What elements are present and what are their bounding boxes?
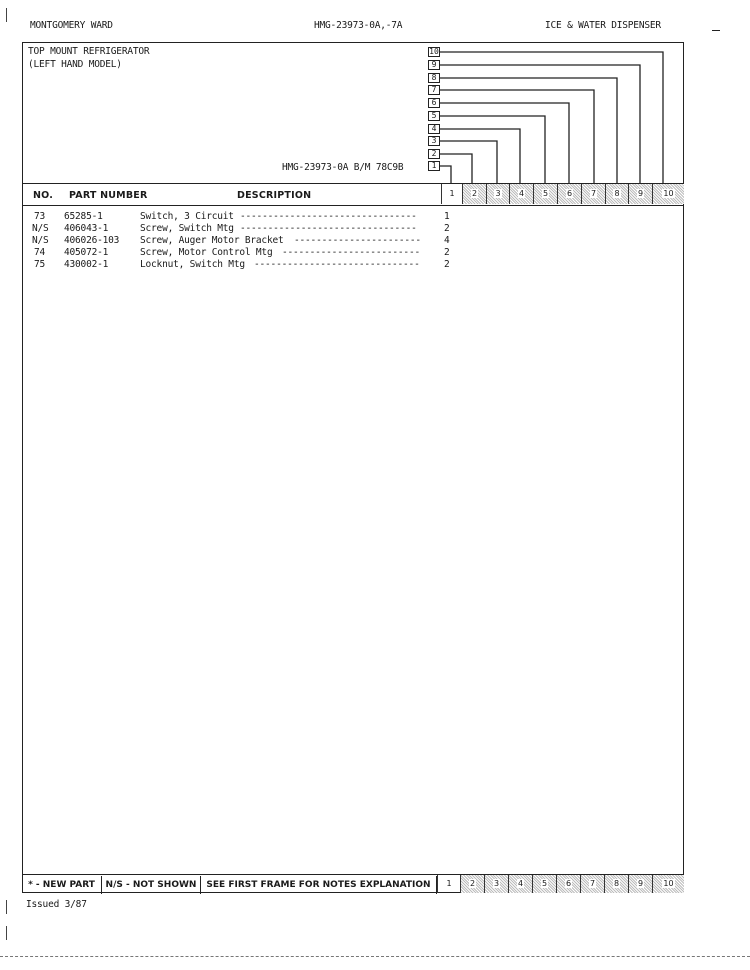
footer-model-column-4: [508, 875, 532, 893]
quantity: 2: [444, 223, 450, 234]
model-bracket-diagram: [0, 0, 750, 200]
model-box-9: 9: [428, 60, 440, 70]
section-title: ICE & WATER DISPENSER: [545, 20, 661, 31]
part-description: Screw, Switch Mtg: [140, 223, 234, 234]
page-bottom-dashed-rule: [0, 956, 750, 957]
model-column-6-label: 6: [566, 189, 573, 198]
footer-model-column-8-label: 8: [613, 879, 620, 888]
model-column-5: [533, 184, 557, 204]
model-column-7-label: 7: [590, 189, 597, 198]
part-number: 65285-1: [64, 211, 103, 222]
model-column-8: [605, 184, 628, 204]
leader-dashes: -----------------------: [294, 235, 421, 246]
quantity: 2: [444, 259, 450, 270]
legend-new-part: * - NEW PART: [22, 876, 102, 894]
header-row-bottom-rule: [22, 205, 684, 206]
footer-model-column-4-label: 4: [517, 879, 524, 888]
footer-model-column-6-label: 6: [565, 879, 572, 888]
model-column-10: [652, 184, 684, 204]
quantity: 2: [444, 247, 450, 258]
model-box-5: 5: [428, 111, 440, 121]
model-column-1: [441, 184, 462, 204]
bom-number: HMG-23973-0A B/M 78C9B: [282, 162, 404, 173]
footer-model-column-7-label: 7: [589, 879, 596, 888]
part-number: 430002-1: [64, 259, 109, 270]
leader-dashes: -------------------------: [282, 247, 420, 258]
model-column-5-label: 5: [542, 189, 549, 198]
footer-model-column-10: [652, 875, 684, 893]
model-column-9-label: 9: [637, 189, 644, 198]
footer-model-column-8: [604, 875, 628, 893]
margin-mark-middle: [6, 900, 7, 914]
footer-model-column-10-label: 10: [663, 879, 674, 888]
legend-not-shown: N/S - NOT SHOWN: [102, 876, 201, 894]
margin-mark-bottom: [6, 926, 7, 940]
model-box-10: 10: [429, 47, 439, 56]
leader-dashes: --------------------------------: [240, 211, 417, 222]
footer-model-column-2-label: 2: [469, 879, 476, 888]
model-column-3-label: 3: [495, 189, 501, 198]
part-number: 406043-1: [64, 223, 109, 234]
leader-dashes: ------------------------------: [254, 259, 420, 270]
column-header-part-number: PART NUMBER: [69, 190, 148, 201]
footer-model-column-2: [460, 875, 484, 893]
model-box-4: 4: [428, 124, 440, 134]
part-description: Locknut, Switch Mtg: [140, 259, 245, 270]
item-number: 75: [34, 259, 46, 270]
issued-date: Issued 3/87: [26, 899, 87, 910]
footer-model-column-6: [556, 875, 580, 893]
model-column-2: [462, 184, 486, 204]
footer-model-column-1: [437, 875, 460, 893]
model-column-2-label: 2: [471, 189, 478, 198]
frame-title-line1: TOP MOUNT REFRIGERATOR: [28, 46, 150, 57]
footer-model-column-3-label: 3: [493, 879, 500, 888]
brand-title: MONTGOMERY WARD: [30, 20, 113, 31]
part-number: 406026-103: [64, 235, 120, 246]
model-box-1: 1: [428, 161, 440, 171]
model-number: HMG-23973-0A,-7A: [314, 20, 403, 31]
part-description: Switch, 3 Circuit: [140, 211, 234, 222]
model-column-1-label: 1: [449, 189, 455, 198]
part-description: Screw, Auger Motor Bracket: [140, 235, 284, 246]
model-box-6: 6: [428, 98, 440, 108]
model-box-3: 3: [428, 136, 440, 146]
legend-notes: SEE FIRST FRAME FOR NOTES EXPLANATION: [201, 876, 437, 894]
model-column-10-label: 10: [663, 189, 674, 198]
model-column-4: [509, 184, 533, 204]
item-number: 74: [34, 247, 46, 258]
footer-model-column-7: [580, 875, 604, 893]
model-column-7: [581, 184, 605, 204]
item-number: 73: [34, 211, 46, 222]
quantity: 1: [444, 211, 450, 222]
model-column-9: [628, 184, 652, 204]
model-box-2: 2: [428, 149, 440, 159]
footer-model-column-1-label: 1: [446, 879, 452, 888]
footer-model-column-5: [532, 875, 556, 893]
column-header-description: DESCRIPTION: [237, 190, 312, 201]
footer-model-column-9-label: 9: [637, 879, 644, 888]
item-number: N/S: [32, 223, 49, 234]
footer-model-column-5-label: 5: [541, 879, 548, 888]
model-column-8-label: 8: [614, 189, 620, 198]
leader-dashes: --------------------------------: [240, 223, 417, 234]
footer-model-column-9: [628, 875, 652, 893]
model-box-8: 8: [428, 73, 440, 83]
frame-title-line2: (LEFT HAND MODEL): [28, 59, 122, 70]
model-column-6: [557, 184, 581, 204]
model-box-7: 7: [428, 85, 440, 95]
model-column-3: [486, 184, 509, 204]
part-number: 405072-1: [64, 247, 109, 258]
item-number: N/S: [32, 235, 49, 246]
model-column-4-label: 4: [518, 189, 525, 198]
footer-model-column-3: [484, 875, 508, 893]
column-header-no: NO.: [33, 190, 54, 201]
part-description: Screw, Motor Control Mtg: [140, 247, 273, 258]
quantity: 4: [444, 235, 450, 246]
